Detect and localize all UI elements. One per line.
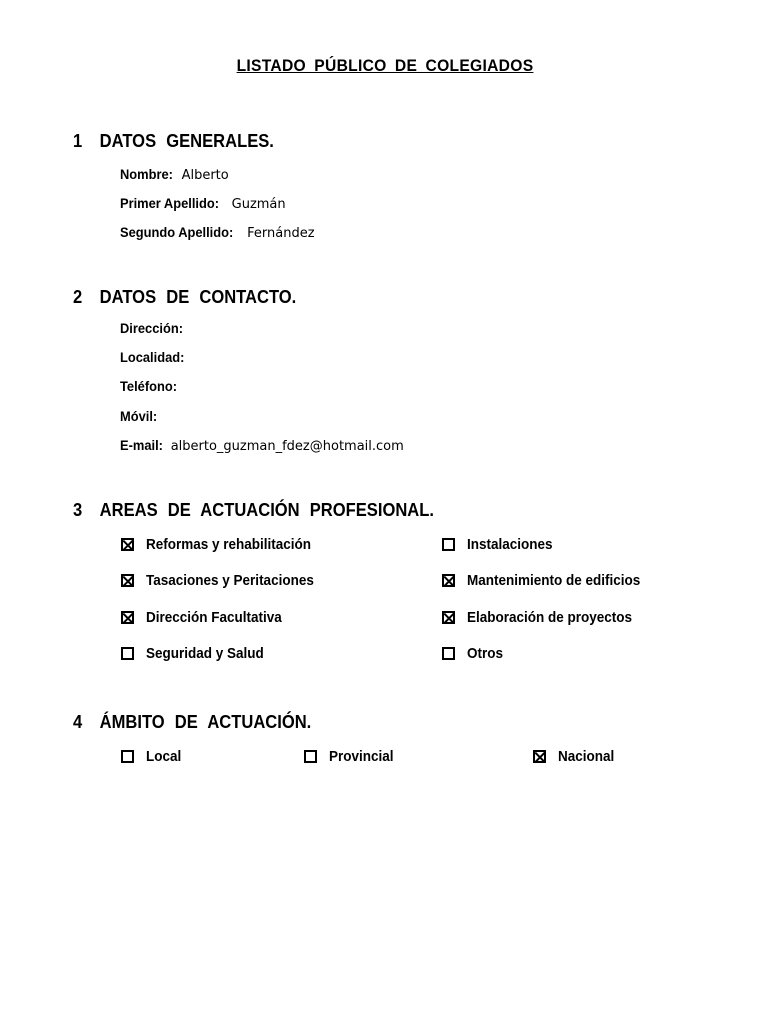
page-title: LISTADO PÚBLICO DE COLEGIADOS [236,56,534,75]
field-label: Teléfono: [120,378,178,394]
field-nombre [120,166,229,183]
area-option[interactable] [442,609,650,626]
checkbox-icon[interactable] [121,750,134,763]
checkbox-icon[interactable] [121,538,134,551]
option-label: Instalaciones [467,536,553,553]
option-label: Seguridad y Salud [146,645,264,662]
field-label: Dirección: [120,320,183,336]
section-title: DATOS DE CONTACTO. [99,287,297,307]
field-primer-apellido [120,195,286,212]
area-option[interactable] [442,645,507,662]
checkbox-icon[interactable] [533,750,546,763]
area-option[interactable] [121,609,297,626]
field-value: Fernández [247,226,315,241]
checkbox-icon[interactable] [442,538,455,551]
option-label: Mantenimiento de edificios [467,572,641,589]
ambito-option[interactable] [533,748,621,765]
option-label: Elaboración de proyectos [467,609,633,626]
field-telefono [120,378,186,395]
option-label: Nacional [558,748,615,765]
section-heading-areas [73,500,434,521]
section-heading-ambito [73,712,311,733]
option-label: Otros [467,645,504,662]
section-heading-contact [73,287,296,308]
area-option[interactable] [121,536,329,553]
section-title: DATOS GENERALES. [99,131,274,151]
ambito-option[interactable] [304,748,401,765]
area-option[interactable] [442,536,562,553]
area-option[interactable] [442,572,660,589]
section-title: ÁMBITO DE ACTUACIÓN. [99,712,312,732]
field-label: Nombre: [120,166,173,182]
field-direccion [120,320,192,337]
checkbox-icon[interactable] [121,574,134,587]
field-segundo-apellido [120,224,315,241]
checkbox-icon[interactable] [442,574,455,587]
field-value: Alberto [181,168,229,183]
section-number: 1 [73,131,83,151]
checkbox-icon[interactable] [442,611,455,624]
checkbox-icon[interactable] [121,647,134,660]
field-value: Guzmán [231,197,286,212]
option-label: Provincial [329,748,394,765]
field-label: E-mail: [120,437,163,453]
field-value[interactable]: alberto_guzman_fdez@hotmail.com [170,439,404,454]
option-label: Dirección Facultativa [146,609,282,626]
option-label: Local [146,748,182,765]
ambito-option[interactable] [121,748,185,765]
section-title: AREAS DE ACTUACIÓN PROFESIONAL. [99,500,434,520]
section-heading-general [73,131,274,152]
option-label: Reformas y rehabilitación [146,536,312,553]
checkbox-icon[interactable] [442,647,455,660]
field-localidad [120,349,194,366]
checkbox-icon[interactable] [121,611,134,624]
field-movil [120,408,164,425]
field-email [120,437,404,454]
field-label: Móvil: [120,408,158,424]
field-label: Primer Apellido: [120,195,220,211]
area-option[interactable] [121,645,277,662]
field-label: Localidad: [120,349,185,365]
field-label: Segundo Apellido: [120,224,234,240]
section-number: 4 [73,712,83,732]
checkbox-icon[interactable] [304,750,317,763]
option-label: Tasaciones y Peritaciones [146,572,314,589]
area-option[interactable] [121,572,332,589]
section-number: 3 [73,500,83,520]
section-number: 2 [73,287,83,307]
